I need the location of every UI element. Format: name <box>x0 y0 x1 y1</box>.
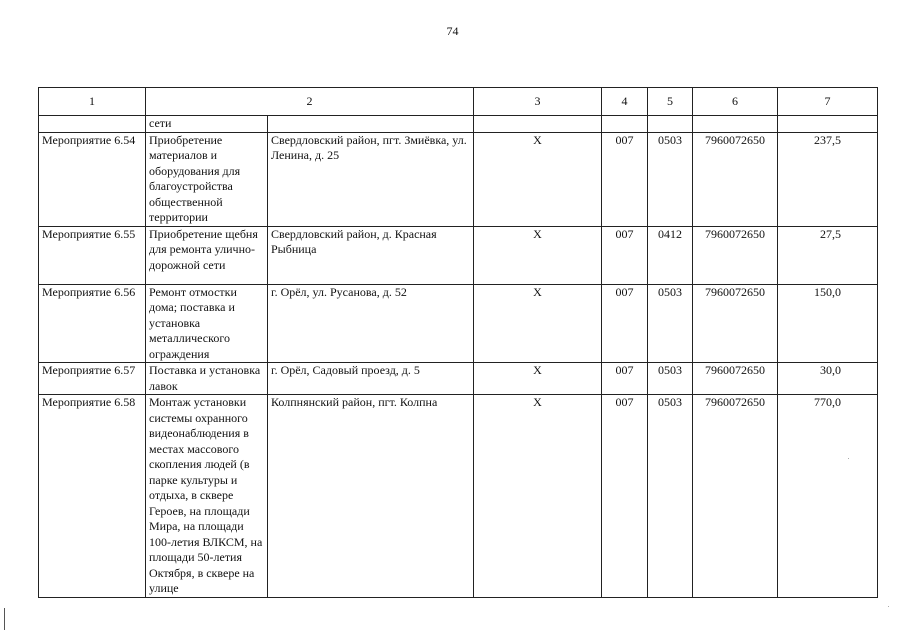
cell-col6: 7960072650 <box>693 132 778 226</box>
table-row <box>39 284 878 363</box>
scan-dust-speck <box>888 606 889 607</box>
cell-col5: 0503 <box>648 284 693 363</box>
table-row <box>39 363 878 395</box>
cell-description: Поставка и установка лавок <box>146 363 268 395</box>
cell-col6: 7960072650 <box>693 284 778 363</box>
cell-description: Приобретение щебня для ремонта улично-дорожной сети <box>146 226 268 284</box>
cell-col4: 007 <box>602 284 648 363</box>
cell-col4: 007 <box>602 132 648 226</box>
header-col-6: 6 <box>693 88 778 116</box>
cell-col4 <box>602 116 648 133</box>
header-col-1: 1 <box>39 88 146 116</box>
table-row <box>39 132 878 226</box>
budget-table <box>38 87 878 598</box>
header-col-5: 5 <box>648 88 693 116</box>
cell-location: г. Орёл, ул. Русанова, д. 52 <box>268 284 474 363</box>
cell-col6: 7960072650 <box>693 363 778 395</box>
cell-col3: Х <box>474 363 602 395</box>
cell-col4: 007 <box>602 363 648 395</box>
cell-col3 <box>474 116 602 133</box>
cell-location: Колпнянский район, пгт. Колпна <box>268 395 474 598</box>
cell-location: г. Орёл, Садовый проезд, д. 5 <box>268 363 474 395</box>
cell-description: сети <box>146 116 268 133</box>
table-header-row <box>39 88 878 116</box>
cell-event: Мероприятие 6.58 <box>39 395 146 598</box>
cell-col3: Х <box>474 226 602 284</box>
cell-col6 <box>693 116 778 133</box>
cell-col5: 0503 <box>648 363 693 395</box>
cell-col7: 150,0 <box>778 284 878 363</box>
cell-col6: 7960072650 <box>693 226 778 284</box>
scan-dust-speck <box>848 458 849 459</box>
cell-col6: 7960072650 <box>693 395 778 598</box>
cell-location: Свердловский район, пгт. Змиёвка, ул. Ленина, д. 25 <box>268 132 474 226</box>
cell-col3: Х <box>474 284 602 363</box>
cell-col3: Х <box>474 132 602 226</box>
cell-event: Мероприятие 6.56 <box>39 284 146 363</box>
cell-description: Ремонт отмостки дома; поставка и установка металлического ограждения <box>146 284 268 363</box>
cell-col7: 770,0 <box>778 395 878 598</box>
cell-col4: 007 <box>602 226 648 284</box>
header-col-4: 4 <box>602 88 648 116</box>
cell-col7 <box>778 116 878 133</box>
header-col-3: 3 <box>474 88 602 116</box>
cell-col5: 0412 <box>648 226 693 284</box>
cell-col5: 0503 <box>648 132 693 226</box>
cell-col3: Х <box>474 395 602 598</box>
page-number: 74 <box>446 24 459 38</box>
cell-event: Мероприятие 6.57 <box>39 363 146 395</box>
cell-col4: 007 <box>602 395 648 598</box>
cell-col5: 0503 <box>648 395 693 598</box>
cell-col5 <box>648 116 693 133</box>
header-col-7: 7 <box>778 88 878 116</box>
table-row <box>39 226 878 284</box>
cell-description: Приобретение материалов и оборудования для благоустройства общественной территории <box>146 132 268 226</box>
scan-margin-mark <box>4 608 5 630</box>
cell-event <box>39 116 146 133</box>
cell-col7: 27,5 <box>778 226 878 284</box>
table-row-continuation <box>39 116 878 133</box>
cell-col7: 237,5 <box>778 132 878 226</box>
header-col-2: 2 <box>146 88 474 116</box>
table-row <box>39 395 878 598</box>
cell-location: Свердловский район, д. Красная Рыбница <box>268 226 474 284</box>
cell-event: Мероприятие 6.54 <box>39 132 146 226</box>
cell-description: Монтаж установки системы охранного видеонаблюдения в местах массового скопления людей (в парке культуры и отдыха, в сквере Героев, на площади Мира, на площади 100-летия ВЛКСМ, на площади 50-летия Октября, в сквере на улице <box>146 395 268 598</box>
cell-col7: 30,0 <box>778 363 878 395</box>
cell-location <box>268 116 474 133</box>
cell-event: Мероприятие 6.55 <box>39 226 146 284</box>
